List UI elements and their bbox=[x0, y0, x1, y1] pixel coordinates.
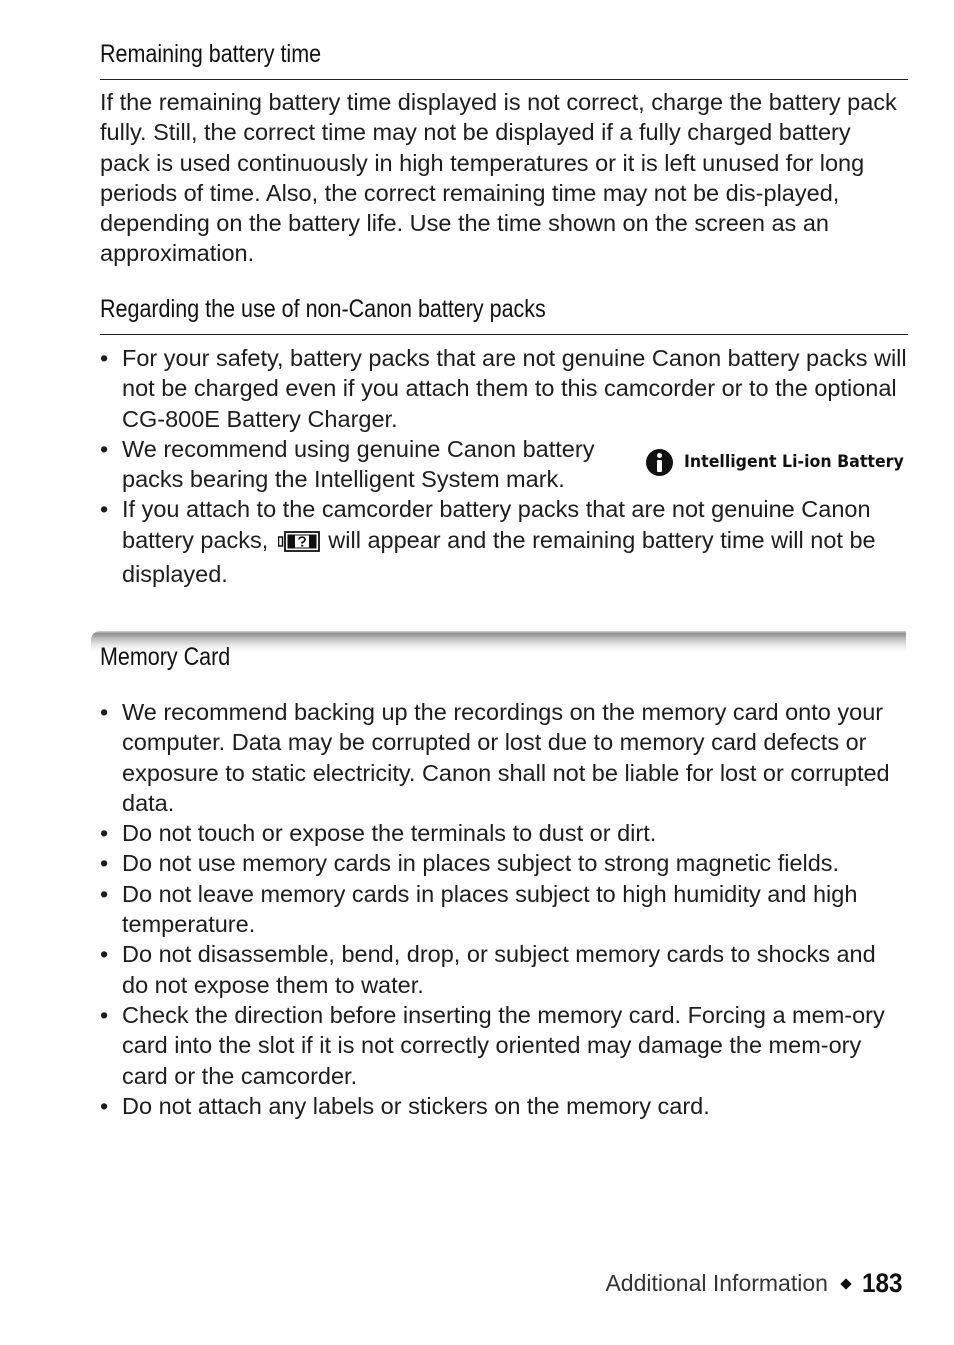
non-canon-heading: Regarding the use of non-Canon battery packs bbox=[100, 295, 546, 323]
list-item bbox=[100, 494, 908, 589]
memory-card-heading: Memory Card bbox=[100, 643, 231, 671]
diamond-icon bbox=[840, 1278, 851, 1289]
battery-time-paragraph: If the remaining battery time displayed is not correct, charge the battery pack fully. Still, the correct time may not be displayed if a fully charged battery pack is used continuously in high temperatures or it is left unused for long periods of time. Also, the correct remaining time may not be dis-played, depending on the battery life. Use the time shown on the screen as an approximation. bbox=[100, 89, 897, 267]
memory-card-bullet-list bbox=[100, 697, 908, 1121]
list-item: • We recommend backing up the recordings on the memory card onto your computer. Data may be corrupted or lost due to memory card defects or exposure to static electricity. Canon shall not be liable for lost or corrupted data. bbox=[100, 697, 908, 818]
list-item-text-after-icon: will appear and the remaining battery time will not be displayed. bbox=[122, 526, 876, 588]
intelligent-battery-mark-label: Intelligent Li-ion Battery bbox=[684, 452, 904, 472]
list-item: • Do not use memory cards in places subject to strong magnetic fields. bbox=[100, 848, 908, 878]
intelligent-battery-mark bbox=[646, 447, 920, 477]
battery-time-heading: Remaining battery time bbox=[100, 40, 322, 68]
non-canon-rule bbox=[100, 334, 908, 335]
list-item: • Do not disassemble, bend, drop, or subject memory cards to shocks and do not expose them to water. bbox=[100, 939, 908, 1000]
list-item: • For your safety, battery packs that are not genuine Canon battery packs will not be charged even if you attach them to this camcorder or to the optional CG-800E Battery Charger. bbox=[100, 343, 908, 434]
list-item: • Check the direction before inserting the memory card. Forcing a mem-ory card into the slot if it is not correctly oriented may damage the mem-ory card or the camcorder. bbox=[100, 1000, 908, 1091]
list-item-text-before-icon: If you attach to the camcorder battery packs that are not genuine Canon battery packs, bbox=[122, 496, 871, 553]
list-item: • Do not leave memory cards in places subject to high humidity and high temperature. bbox=[100, 879, 908, 940]
footer-section-label: Additional Information bbox=[605, 1270, 828, 1296]
page-number: 183 bbox=[861, 1268, 903, 1298]
list-item: • Do not touch or expose the terminals to dust or dirt. bbox=[100, 818, 908, 848]
info-icon bbox=[646, 449, 673, 476]
page-footer bbox=[605, 1268, 907, 1299]
battery-question-icon bbox=[278, 529, 320, 559]
list-item: • We recommend using genuine Canon battery packs bearing the Intelligent System mark. bbox=[100, 434, 622, 495]
battery-time-rule bbox=[100, 79, 908, 80]
list-item: • Do not attach any labels or stickers on the memory card. bbox=[100, 1091, 908, 1121]
